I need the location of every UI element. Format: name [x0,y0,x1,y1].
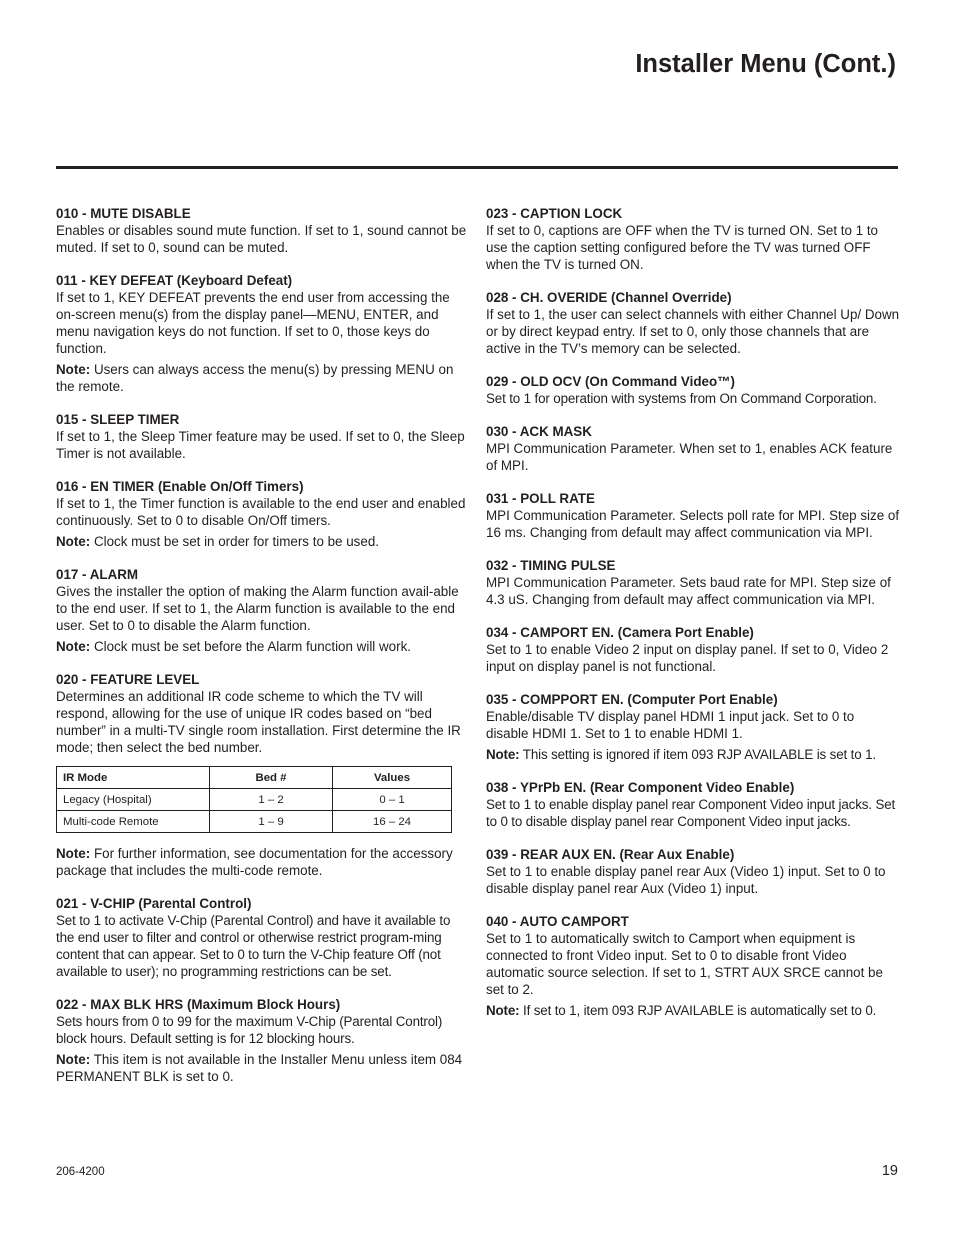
entry-body: Set to 1 to enable display panel rear Component Video input jacks. Set to 0 to disable display panel rear Component Video input jacks. [486,797,896,829]
table-cell: Multi-code Remote [57,811,210,833]
entry-note [486,746,900,763]
note-text: For further information, see documentation for the accessory package that includes the multi-code remote. [56,846,453,878]
entry-body: MPI Communication Parameter. Sets baud rate for MPI. Step size of 4.3 uS. Changing from default may affect communication via MPI. [486,575,891,607]
entry-body: If set to 1, KEY DEFEAT prevents the end user from accessing the on-screen menu(s) from the display panel—MENU, ENTER, and menu navigation keys do not function. If set to 0, those keys do function. [56,290,450,356]
left-column [56,205,470,1101]
entry-body: If set to 1, the Sleep Timer feature may be used. If set to 0, the Sleep Timer is not available. [56,429,465,461]
table-row [57,789,452,811]
entry-body: MPI Communication Parameter. When set to 1, enables ACK feature of MPI. [486,441,893,473]
entry-022 [56,996,470,1085]
entry-035 [486,691,900,763]
entry-body: Set to 1 to automatically switch to Camport when equipment is connected to front Video input. Set to 0 to disable front Video automatic source selection. If set to 1, STRT AUX SRCE cannot be set to 2. [486,931,883,997]
entry-body: Set to 1 for operation with systems from On Command Corporation. [486,391,877,406]
entry-body: Enables or disables sound mute function. If set to 1, sound cannot be muted. If set to 0, sound can be muted. [56,223,467,255]
entry-015 [56,411,470,462]
entry-body: Sets hours from 0 to 99 for the maximum V-Chip (Parental Control) block hours. Default setting is for 12 blocking hours. [56,1014,443,1046]
note-label: Note: [56,362,91,377]
table-cell: 16 – 24 [333,811,452,833]
entry-heading: 010 - MUTE DISABLE [56,206,191,221]
entry-note [56,533,470,550]
note-label: Note: [56,1052,91,1067]
table-cell: 0 – 1 [333,789,452,811]
entry-030 [486,423,900,474]
note-text: Clock must be set in order for timers to be used. [90,534,379,549]
entry-heading: 021 - V-CHIP (Parental Control) [56,896,252,911]
entry-note [56,1051,470,1085]
note-text: This setting is ignored if item 093 RJP AVAILABLE is set to 1. [519,747,876,762]
entry-body: MPI Communication Parameter. Selects poll rate for MPI. Step size of 16 ms. Changing from default may affect communication via MPI. [486,508,900,540]
note-label: Note: [56,846,91,861]
table-header-row [57,767,452,789]
entry-heading: 022 - MAX BLK HRS (Maximum Block Hours) [56,997,341,1012]
entry-heading: 040 - AUTO CAMPORT [486,914,629,929]
table-cell: 1 – 9 [210,811,333,833]
entry-note [56,361,470,395]
entry-032 [486,557,900,608]
note-label: Note: [486,747,520,762]
entry-heading: 038 - YPrPb EN. (Rear Component Video Enable) [486,780,795,795]
entry-023 [486,205,900,273]
table-header-cell: IR Mode [57,767,210,789]
entry-body: If set to 1, the user can select channels with either Channel Up/ Down or by direct keypad entry. If set to 0, only those channels that are active in the TV’s memory can be selected. [486,307,900,356]
entry-heading: 039 - REAR AUX EN. (Rear Aux Enable) [486,847,735,862]
entry-note [56,845,470,879]
right-column [486,205,900,1035]
entry-031 [486,490,900,541]
entry-heading: 020 - FEATURE LEVEL [56,672,200,687]
table-cell: Legacy (Hospital) [57,789,210,811]
entry-011 [56,272,470,395]
note-text: Clock must be set before the Alarm function will work. [90,639,411,654]
entry-heading: 029 - OLD OCV (On Command Video™) [486,374,735,389]
entry-heading: 035 - COMPPORT EN. (Computer Port Enable) [486,692,778,707]
table-header-cell: Bed # [210,767,333,789]
entry-010 [56,205,470,256]
entry-heading: 015 - SLEEP TIMER [56,412,180,427]
entry-body: Determines an additional IR code scheme to which the TV will respond, allowing for the use of unique IR codes based on “bed number” in a multi-TV single room installation. First determine the IR mode; then select the bed number. [56,689,461,755]
entry-028 [486,289,900,357]
entry-039 [486,846,900,897]
entry-body: Set to 1 to enable Video 2 input on display panel. If set to 0, Video 2 input on display panel is not functional. [486,642,889,674]
entry-body: If set to 1, the Timer function is available to the end user and enabled continuously. Set to 0 to disable On/Off timers. [56,496,466,528]
note-label: Note: [486,1003,520,1018]
entry-heading: 017 - ALARM [56,567,139,582]
note-text: Users can always access the menu(s) by pressing MENU on the remote. [56,362,454,394]
page-title: Installer Menu (Cont.) [635,50,896,78]
entry-heading: 023 - CAPTION LOCK [486,206,623,221]
entry-body: Enable/disable TV display panel HDMI 1 input jack. Set to 0 to disable HDMI 1. Set to 1 to enable HDMI 1. [486,709,855,741]
table-cell: 1 – 2 [210,789,333,811]
entry-034 [486,624,900,675]
entry-note [486,1002,900,1019]
table-row [57,811,452,833]
title-divider [56,166,898,169]
entry-heading: 028 - CH. OVERIDE (Channel Override) [486,290,732,305]
entry-029 [486,373,900,407]
entry-body: Set to 1 to activate V-Chip (Parental Control) and have it available to the end user to filter and control or otherwise restrict program-ming content that can appear. Set to 0 to turn the V-Chip feature Off (not available to user); no programming restrictions can be set. [56,913,451,979]
entry-heading: 030 - ACK MASK [486,424,592,439]
entry-heading: 031 - POLL RATE [486,491,595,506]
entry-note [56,638,470,655]
document-number: 206-4200 [56,1166,105,1178]
note-text: This item is not available in the Installer Menu unless item 084 PERMANENT BLK is set to 0. [56,1052,463,1084]
entry-heading: 032 - TIMING PULSE [486,558,616,573]
entry-body: If set to 0, captions are OFF when the TV is turned ON. Set to 1 to use the caption setting configured before the TV was turned OFF when the TV is turned ON. [486,223,878,272]
entry-016 [56,478,470,550]
entry-017 [56,566,470,655]
note-label: Note: [56,639,91,654]
entry-heading: 011 - KEY DEFEAT (Keyboard Defeat) [56,273,293,288]
note-label: Note: [56,534,91,549]
entry-020 [56,671,470,879]
table-header-cell: Values [333,767,452,789]
entry-heading: 034 - CAMPORT EN. (Camera Port Enable) [486,625,754,640]
entry-body: Gives the installer the option of making the Alarm function avail-able to the end user. If set to 1, the Alarm function is available to the end user. Set to 0 to disable the Alarm function. [56,584,459,633]
entry-heading: 016 - EN TIMER (Enable On/Off Timers) [56,479,304,494]
ir-mode-table [56,766,452,833]
entry-body: Set to 1 to enable display panel rear Aux (Video 1) input. Set to 0 to disable display panel rear Aux (Video 1) input. [486,864,886,896]
note-text: If set to 1, item 093 RJP AVAILABLE is automatically set to 0. [519,1003,877,1018]
entry-040 [486,913,900,1019]
entry-038 [486,779,900,830]
page-number: 19 [881,1163,898,1179]
entry-021 [56,895,470,980]
